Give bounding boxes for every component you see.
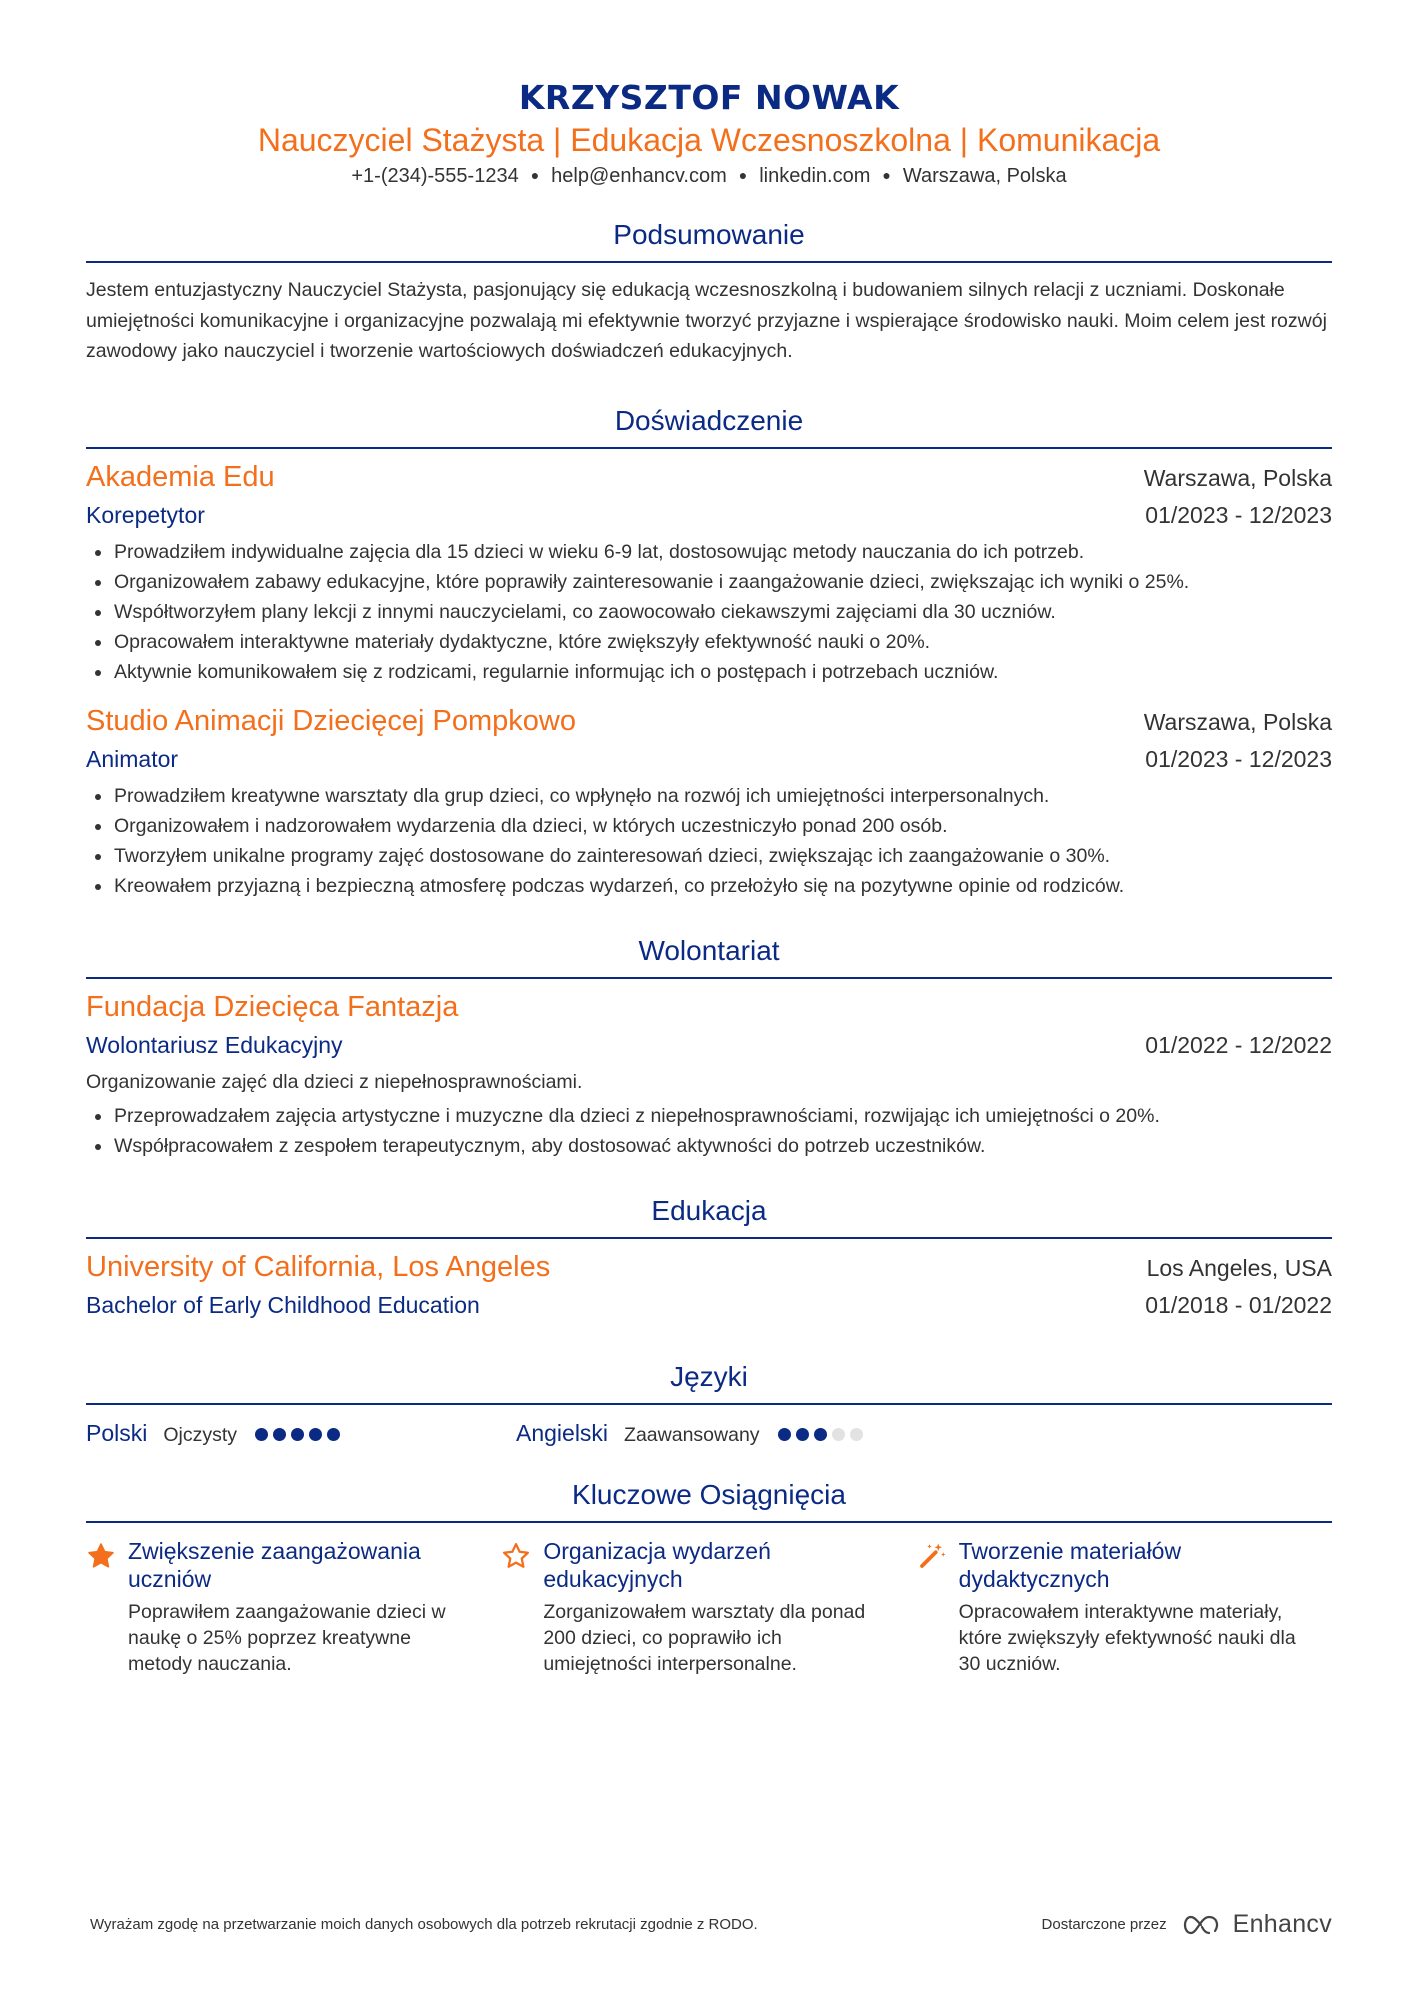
language-rating bbox=[778, 1428, 863, 1441]
bullet: Przeprowadzałem zajęcia artystyczne i muzyczne dla dzieci z niepełnosprawnościami, rozwijając ich umiejętności o 20%. bbox=[86, 1101, 1332, 1131]
candidate-headline: Nauczyciel Stażysta | Edukacja Wczesnoszkolna | Komunikacja bbox=[257, 122, 1161, 158]
organization-name: Fundacja Dziecięca Fantazja bbox=[86, 990, 459, 1023]
section-title-education: Edukacja bbox=[86, 1191, 1332, 1239]
achievement-item bbox=[917, 1537, 1332, 1677]
achievement-description: Opracowałem interaktywne materiały, które zwiększyły efektywność nauki dla 30 uczniów. bbox=[958, 1600, 1296, 1675]
language-level: Zaawansowany bbox=[624, 1423, 760, 1446]
rating-dot-filled bbox=[327, 1428, 340, 1441]
bullet: Tworzyłem unikalne programy zajęć dostosowane do zainteresowań dzieci, zwiększając ich zaangażowanie o 30%. bbox=[86, 841, 1332, 871]
volunteering-entry bbox=[86, 987, 1332, 1161]
section-title-summary: Podsumowanie bbox=[86, 215, 1332, 263]
star-outline-icon bbox=[501, 1537, 543, 1677]
candidate-name: KRZYSZTOF NOWAK bbox=[518, 78, 900, 117]
achievement-description: Poprawiłem zaangażowanie dzieci w naukę o 25% poprzez kreatywne metody nauczania. bbox=[128, 1600, 446, 1675]
summary-text: Jestem entuzjastyczny Nauczyciel Stażysta, pasjonujący się edukacją wczesnoszkolną i budowaniem silnych relacji z uczniami. Doskonałe umiejętności komunikacyjne i organizacyjne pozwalają mi efektywnie tworzyć przyjazne i wspierające środowisko nauki. Moim celem jest rozwój zawodowy jako nauczyciel i tworzenie wartościowych doświadczeń edukacyjnych. bbox=[86, 279, 1327, 362]
bullet: Organizowałem i nadzorowałem wydarzenia dla dzieci, w których uczestniczyło ponad 200 osób. bbox=[86, 811, 1332, 841]
company-location: Warszawa, Polska bbox=[1143, 708, 1332, 735]
bullet: Prowadziłem kreatywne warsztaty dla grup dzieci, co wpłynęło na rozwój ich umiejętności interpersonalnych. bbox=[86, 781, 1332, 811]
bullet: Prowadziłem indywidualne zajęcia dla 15 dzieci w wieku 6-9 lat, dostosowując metody nauczania do ich potrzeb. bbox=[86, 537, 1332, 567]
achievements-section bbox=[86, 1475, 1332, 1677]
volunteering-section bbox=[86, 931, 1332, 1161]
job-bullets bbox=[86, 781, 1332, 901]
summary-section bbox=[86, 215, 1332, 367]
bullet: Aktywnie komunikowałem się z rodzicami, regularnie informując ich o postępach i potrzebach uczniów. bbox=[86, 657, 1332, 687]
volunteer-bullets bbox=[86, 1101, 1332, 1161]
bullet: Opracowałem interaktywne materiały dydaktyczne, które zwiększyły efektywność nauki o 20%. bbox=[86, 627, 1332, 657]
language-name: Angielski bbox=[516, 1419, 609, 1446]
rating-dot-filled bbox=[273, 1428, 286, 1441]
company-name: Akademia Edu bbox=[86, 460, 275, 493]
resume-header bbox=[86, 76, 1332, 191]
section-title-achievements: Kluczowe Osiągnięcia bbox=[86, 1475, 1332, 1523]
separator-dot: ● bbox=[738, 167, 748, 183]
enhancv-brand[interactable]: Enhancv bbox=[1232, 1910, 1332, 1938]
school-name: University of California, Los Angeles bbox=[86, 1250, 551, 1283]
experience-entry bbox=[86, 701, 1332, 901]
achievement-item bbox=[86, 1537, 501, 1677]
enhancv-logo-icon bbox=[1179, 1913, 1225, 1937]
rating-dot-empty bbox=[850, 1428, 863, 1441]
achievement-title: Zwiększenie zaangażowania uczniów bbox=[128, 1537, 421, 1592]
experience-section bbox=[86, 401, 1332, 901]
languages-section bbox=[86, 1357, 1332, 1451]
volunteer-description: Organizowanie zajęć dla dzieci z niepełnosprawnościami. bbox=[86, 1070, 583, 1093]
language-rating bbox=[255, 1428, 340, 1441]
volunteer-role: Wolontariusz Edukacyjny bbox=[86, 1031, 343, 1058]
education-dates: 01/2018 - 01/2022 bbox=[1145, 1291, 1332, 1318]
magic-wand-icon bbox=[917, 1537, 959, 1677]
bullet: Organizowałem zabawy edukacyjne, które poprawiły zainteresowanie i zaangażowanie dzieci, zwiększając ich wyniki o 25%. bbox=[86, 567, 1332, 597]
resume-page bbox=[86, 76, 1332, 1677]
rating-dot-filled bbox=[291, 1428, 304, 1441]
rating-dot-filled bbox=[814, 1428, 827, 1441]
rating-dot-filled bbox=[778, 1428, 791, 1441]
achievement-description: Zorganizowałem warsztaty dla ponad 200 dzieci, co poprawiło ich umiejętności interpersonalne. bbox=[543, 1600, 866, 1675]
job-dates: 01/2023 - 12/2023 bbox=[1145, 501, 1332, 528]
school-location: Los Angeles, USA bbox=[1146, 1254, 1332, 1281]
achievement-item bbox=[501, 1537, 916, 1677]
achievement-title: Tworzenie materiałów dydaktycznych bbox=[958, 1537, 1182, 1592]
company-location: Warszawa, Polska bbox=[1143, 464, 1332, 491]
gdpr-consent: Wyrażam zgodę na przetwarzanie moich danych osobowych dla potrzeb rekrutacji zgodnie z RODO. bbox=[90, 1916, 758, 1933]
powered-by bbox=[1042, 1910, 1332, 1939]
job-title: Animator bbox=[86, 745, 179, 772]
bullet: Współpracowałem z zespołem terapeutycznym, aby dostosować aktywności do potrzeb uczestników. bbox=[86, 1131, 1332, 1161]
bullet: Współtworzyłem plany lekcji z innymi nauczycielami, co zaowocowało ciekawszymi zajęciami dla 30 uczniów. bbox=[86, 597, 1332, 627]
job-bullets bbox=[86, 537, 1332, 687]
separator-dot: ● bbox=[882, 167, 891, 183]
phone: +1-(234)-555-1234 bbox=[351, 165, 519, 187]
education-entry bbox=[86, 1247, 1332, 1323]
rating-dot-filled bbox=[796, 1428, 809, 1441]
rating-dot-filled bbox=[309, 1428, 322, 1441]
job-dates: 01/2023 - 12/2023 bbox=[1145, 745, 1332, 772]
section-title-languages: Języki bbox=[86, 1357, 1332, 1405]
rating-dot-filled bbox=[255, 1428, 268, 1441]
bullet: Kreowałem przyjazną i bezpieczną atmosferę podczas wydarzeń, co przełożyło się na pozytywne opinie od rodziców. bbox=[86, 871, 1332, 901]
section-title-volunteering: Wolontariat bbox=[86, 931, 1332, 979]
language-item bbox=[86, 1415, 516, 1451]
contact-line bbox=[86, 160, 1332, 191]
location: Warszawa, Polska bbox=[902, 165, 1067, 187]
achievement-title: Organizacja wydarzeń edukacyjnych bbox=[543, 1537, 771, 1592]
page-footer bbox=[90, 1910, 1332, 1939]
star-filled-icon bbox=[86, 1537, 128, 1677]
job-title: Korepetytor bbox=[86, 501, 205, 528]
linkedin[interactable]: linkedin.com bbox=[759, 165, 871, 187]
powered-by-label: Dostarczone przez bbox=[1041, 1916, 1167, 1933]
language-name: Polski bbox=[86, 1419, 148, 1446]
language-level: Ojczysty bbox=[163, 1423, 238, 1446]
email[interactable]: help@enhancv.com bbox=[551, 165, 727, 187]
language-item bbox=[516, 1415, 946, 1451]
volunteer-dates: 01/2022 - 12/2022 bbox=[1145, 1031, 1332, 1058]
company-name: Studio Animacji Dziecięcej Pompkowo bbox=[86, 704, 576, 737]
education-section bbox=[86, 1191, 1332, 1323]
degree: Bachelor of Early Childhood Education bbox=[86, 1291, 480, 1318]
rating-dot-empty bbox=[832, 1428, 845, 1441]
separator-dot: ● bbox=[530, 167, 540, 183]
section-title-experience: Doświadczenie bbox=[86, 401, 1332, 449]
experience-entry bbox=[86, 457, 1332, 687]
